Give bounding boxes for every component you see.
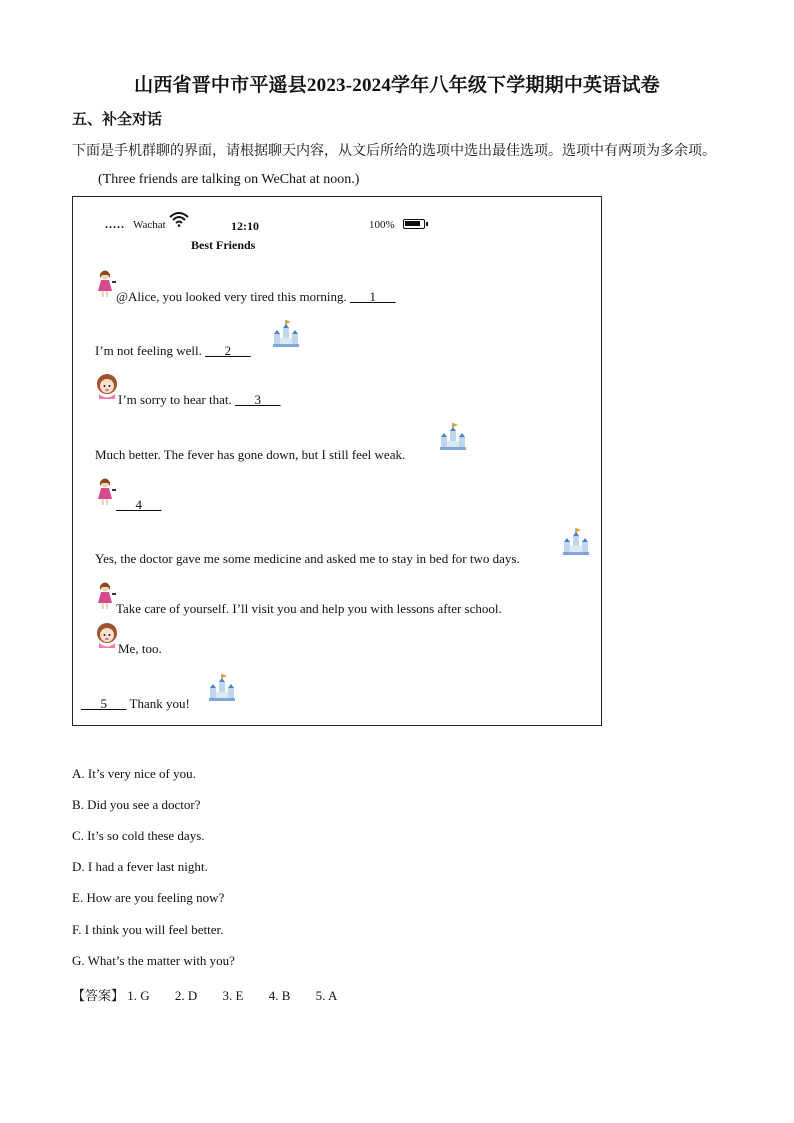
message-text: I’m sorry to hear that. xyxy=(118,392,235,407)
signal-dots: ..... xyxy=(105,217,125,231)
context-note: (Three friends are talking on WeChat at noon.) xyxy=(98,172,360,187)
chat-message xyxy=(95,343,251,359)
doll-avatar xyxy=(95,373,119,404)
answer-blank: ___4___ xyxy=(116,497,162,512)
battery-icon xyxy=(403,219,425,229)
answer-label: 【答案】 xyxy=(72,989,125,1004)
chat-message xyxy=(118,641,162,657)
message-text: Much better. The fever has gone down, but I still feel weak. xyxy=(95,447,406,462)
girl-avatar xyxy=(95,269,117,304)
chat-message xyxy=(118,392,280,408)
message-text: I’m not feeling well. xyxy=(95,343,206,358)
message-text: Take care of yourself. I’ll visit you and help you with lessons after school. xyxy=(116,601,502,616)
castle-avatar xyxy=(271,319,301,354)
girl-avatar xyxy=(95,581,117,616)
chat-message xyxy=(95,447,405,463)
chat-message xyxy=(116,497,162,513)
answer-item: 4. B xyxy=(268,988,291,1003)
option-g: G. What’s the matter with you? xyxy=(72,953,235,968)
option-c: C. It’s so cold these days. xyxy=(72,828,205,843)
answer-blank: ___1___ xyxy=(350,289,396,304)
option-a: A. It’s very nice of you. xyxy=(72,766,196,781)
option-b: B. Did you see a doctor? xyxy=(72,797,201,812)
wifi-icon xyxy=(169,211,189,230)
instruction-text: 下面是手机群聊的界面，请根据聊天内容，从文后所给的选项中选出最佳选项。选项中有两项为多余项。 xyxy=(72,144,716,159)
doll-avatar xyxy=(95,622,119,653)
option-f: F. I think you will feel better. xyxy=(72,922,224,937)
page-title: 山西省晋中市平遥县2023-2024学年八年级下学期期中英语试卷 xyxy=(134,75,660,96)
message-text: Thank you! xyxy=(126,696,190,711)
castle-avatar xyxy=(438,422,468,457)
answer-blank: ___5___ xyxy=(81,696,127,711)
chat-message xyxy=(95,551,520,567)
section-heading: 五、补全对话 xyxy=(72,112,163,128)
message-text: @Alice, you looked very tired this morning. xyxy=(116,289,351,304)
castle-avatar xyxy=(207,673,237,708)
answer-item: 3. E xyxy=(222,988,244,1003)
castle-avatar xyxy=(561,527,591,562)
chat-message xyxy=(116,289,396,305)
carrier-name: Wachat xyxy=(133,219,166,231)
girl-avatar xyxy=(95,477,117,512)
clock-time: 12:10 xyxy=(231,219,259,233)
answer-blank: ___3___ xyxy=(234,392,281,407)
answer-key xyxy=(72,985,359,1004)
answer-item: 1. G xyxy=(127,988,150,1003)
chat-screenshot xyxy=(72,196,602,726)
option-d: D. I had a fever last night. xyxy=(72,859,208,874)
chat-message xyxy=(81,696,190,712)
chat-message xyxy=(116,601,502,617)
answer-item: 2. D xyxy=(174,988,198,1003)
battery-percent: 100% xyxy=(369,219,395,231)
answer-blank: ___2___ xyxy=(205,343,251,358)
message-text: Yes, the doctor gave me some medicine and asked me to stay in bed for two days. xyxy=(95,551,520,566)
chat-group-name: Best Friends xyxy=(191,238,256,252)
message-text: Me, too. xyxy=(118,641,162,656)
answer-item: 5. A xyxy=(315,988,338,1003)
option-e: E. How are you feeling now? xyxy=(72,890,225,905)
